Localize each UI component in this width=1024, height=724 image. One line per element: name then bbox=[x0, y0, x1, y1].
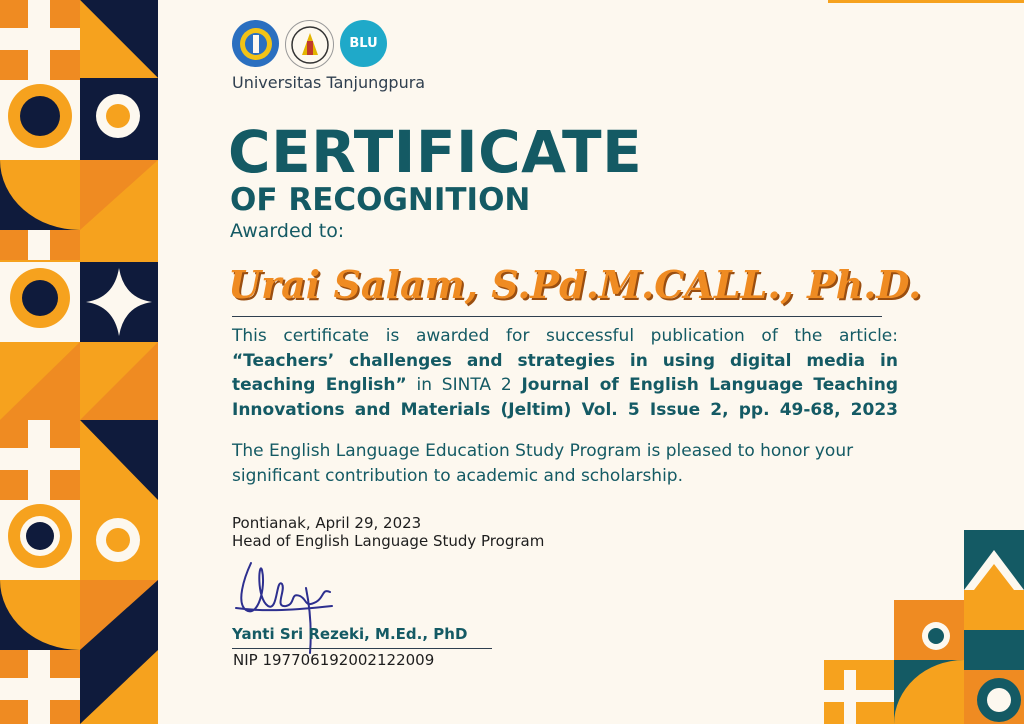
kemdikbud-logo bbox=[232, 20, 279, 67]
untan-seal bbox=[285, 20, 334, 69]
article-title: “Teachers’ challenges and strategies in using digital media in teaching English” bbox=[232, 350, 898, 395]
award-description bbox=[232, 324, 898, 422]
award-intro: This certificate is awarded for successful publication of the article: bbox=[232, 326, 898, 346]
decorative-strip-top-right bbox=[828, 0, 1024, 3]
logo-row bbox=[232, 20, 387, 69]
certificate-title: CERTIFICATE bbox=[228, 118, 643, 186]
university-name: Universitas Tanjungpura bbox=[232, 73, 426, 92]
signature-line bbox=[232, 648, 492, 649]
signer-name: Yanti Sri Rezeki, M.Ed., PhD bbox=[232, 625, 468, 643]
certificate-subtitle: OF RECOGNITION bbox=[230, 182, 531, 218]
decorative-pattern-corner bbox=[824, 530, 1024, 724]
place-date-block bbox=[232, 514, 544, 550]
signer-position: Head of English Language Study Program bbox=[232, 532, 545, 550]
sinta-text: in SINTA 2 bbox=[406, 375, 522, 395]
place-date: Pontianak, April 29, 2023 bbox=[232, 514, 422, 532]
journal-name: Journal of English Language Teaching Innovations and Materials (Jeltim) Vol. 5 Issue 2, pp. 49-68, 2023 bbox=[232, 375, 898, 420]
signer-nip: NIP 197706192002122009 bbox=[233, 651, 435, 669]
honor-text: The English Language Education Study Program is pleased to honor your significant contribution to academic and scholarship. bbox=[232, 441, 854, 486]
awarded-to-label: Awarded to: bbox=[230, 220, 345, 242]
decorative-pattern-left bbox=[0, 0, 158, 724]
recipient-name: Urai Salam, S.Pd.M.CALL., Ph.D. bbox=[228, 262, 922, 307]
recipient-underline bbox=[232, 316, 882, 317]
blu-logo bbox=[340, 20, 387, 67]
blu-logo-text: BLU bbox=[349, 36, 378, 51]
